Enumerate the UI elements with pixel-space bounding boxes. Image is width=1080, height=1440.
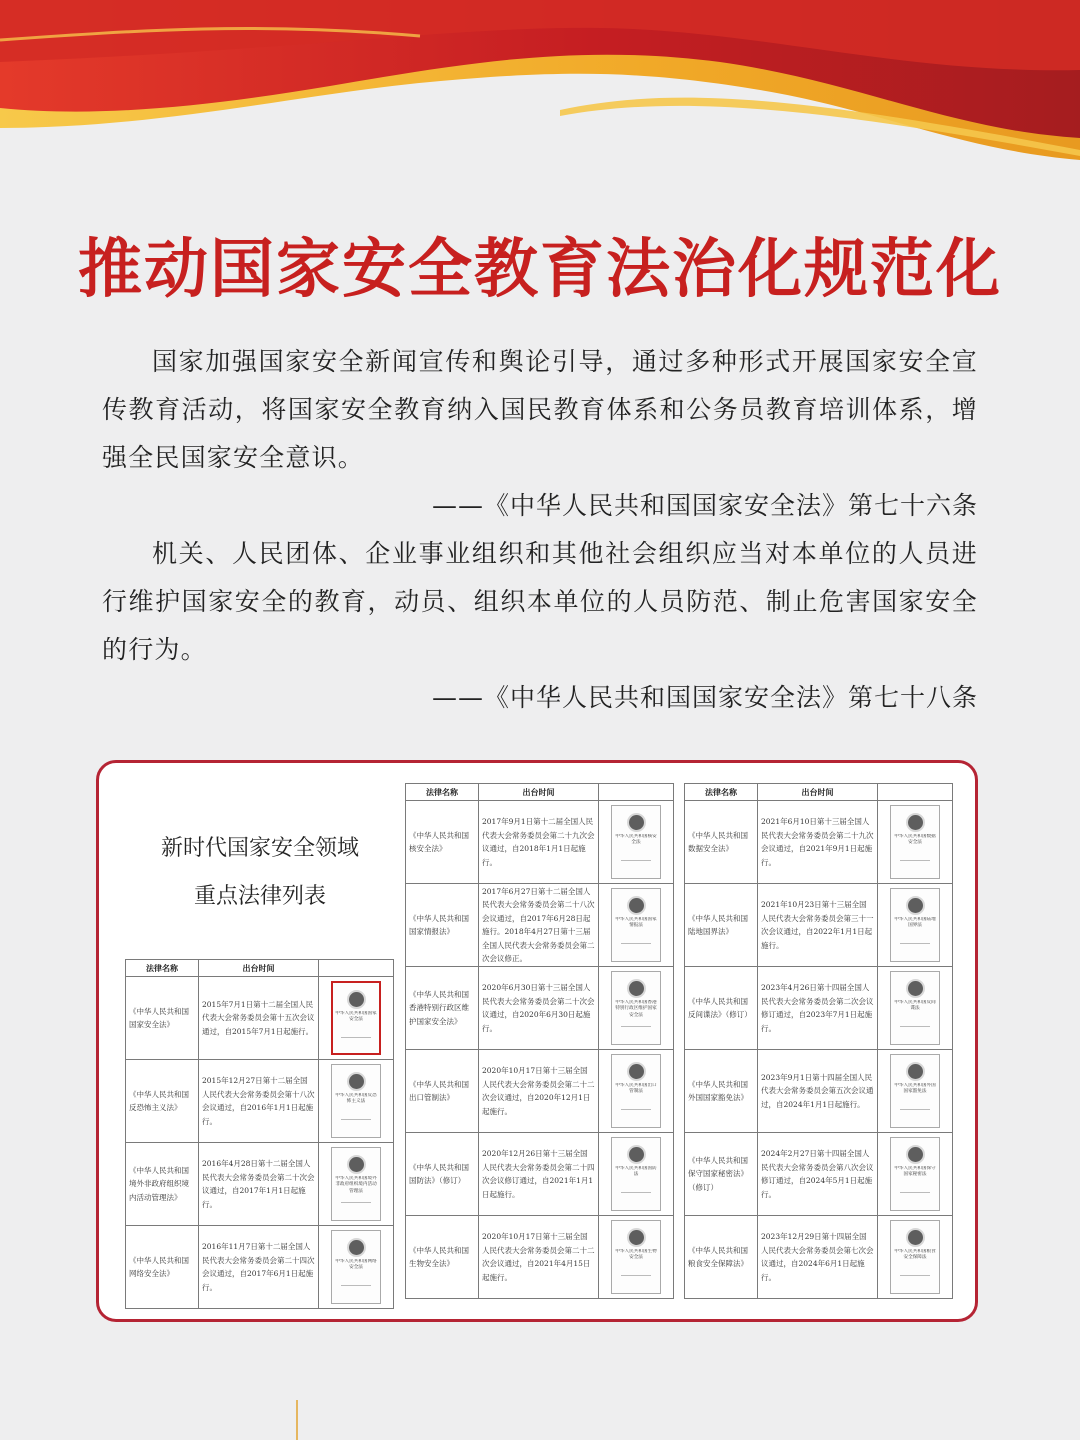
national-emblem-icon [906, 896, 925, 915]
cover-divider [900, 860, 930, 861]
national-emblem-icon [627, 813, 646, 832]
law-cover-cell [878, 1133, 953, 1216]
law-name: 《中华人民共和国境外非政府组织境内活动管理法》 [126, 1143, 199, 1226]
law-date: 2021年6月10日第十三届全国人民代表大会常务委员会第二十九次会议通过，自2021年9月1日起施行。 [758, 801, 878, 884]
law-table-2 [405, 783, 674, 1299]
law-row [685, 1050, 953, 1133]
law-cover-title: 中华人民共和国数据安全法 [894, 834, 936, 846]
law-book-cover [331, 1230, 381, 1304]
law-cover-cell [319, 977, 394, 1060]
law-row [126, 1143, 394, 1226]
quote-source-1: ——《中华人民共和国国家安全法》第七十六条 [431, 491, 978, 520]
law-date: 2017年6月27日第十二届全国人民代表大会常务委员会第二十八次会议通过，自2017年6月28日起施行。2018年4月27日第十三届全国人民代表大会常务委员会第二次会议修正。 [479, 884, 599, 967]
law-cover-cell [599, 1133, 674, 1216]
law-cover-title: 中华人民共和国反恐怖主义法 [335, 1093, 377, 1105]
law-book-cover [890, 888, 940, 962]
law-book-cover [890, 1137, 940, 1211]
law-book-cover [611, 1137, 661, 1211]
law-name: 《中华人民共和国国家情报法》 [406, 884, 479, 967]
law-date: 2017年9月1日第十二届全国人民代表大会常务委员会第二十九次会议通过，自2018年1月1日起施行。 [479, 801, 599, 884]
law-row [685, 1133, 953, 1216]
law-row [685, 801, 953, 884]
national-emblem-icon [627, 1062, 646, 1081]
national-emblem-icon [906, 1145, 925, 1164]
law-date: 2020年10月17日第十三届全国人民代表大会常务委员会第二十二次会议通过，自2021年4月15日起施行。 [479, 1216, 599, 1299]
law-book-cover [331, 1064, 381, 1138]
law-date: 2015年12月27日第十二届全国人民代表大会常务委员会第十八次会议通过，自2016年1月1日起施行。 [199, 1060, 319, 1143]
law-date: 2021年10月23日第十三届全国人民代表大会常务委员会第三十一次会议通过，自2022年1月1日起施行。 [758, 884, 878, 967]
law-name: 《中华人民共和国保守国家秘密法》（修订） [685, 1133, 758, 1216]
cover-divider [621, 1275, 651, 1276]
law-name: 《中华人民共和国反恐怖主义法》 [126, 1060, 199, 1143]
national-emblem-icon [347, 990, 366, 1009]
law-date: 2020年10月17日第十三届全国人民代表大会常务委员会第二十二次会议通过，自2020年12月1日起施行。 [479, 1050, 599, 1133]
law-name: 《中华人民共和国反间谍法》（修订） [685, 967, 758, 1050]
table-header-name: 法律名称 [126, 960, 199, 977]
cover-divider [900, 943, 930, 944]
law-row [406, 1050, 674, 1133]
law-date: 2023年9月1日第十四届全国人民代表大会常务委员会第五次会议通过，自2024年1月1日起施行。 [758, 1050, 878, 1133]
law-table-3 [684, 783, 953, 1299]
cover-divider [341, 1202, 371, 1203]
law-date: 2023年4月26日第十四届全国人民代表大会常务委员会第二次会议修订通过，自2023年7月1日起施行。 [758, 967, 878, 1050]
cover-divider [900, 1192, 930, 1193]
law-row [685, 1216, 953, 1299]
cover-divider [621, 860, 651, 861]
law-name: 《中华人民共和国网络安全法》 [126, 1226, 199, 1309]
law-name: 《中华人民共和国粮食安全保障法》 [685, 1216, 758, 1299]
cover-divider [900, 1109, 930, 1110]
law-row [126, 977, 394, 1060]
law-book-cover [890, 1054, 940, 1128]
cover-divider [621, 1192, 651, 1193]
law-cover-title: 中华人民共和国保守国家秘密法 [894, 1166, 936, 1178]
cover-divider [341, 1119, 371, 1120]
law-cover-title: 中华人民共和国外国国家豁免法 [894, 1083, 936, 1095]
cover-divider [341, 1285, 371, 1286]
law-name: 《中华人民共和国国防法》（修订） [406, 1133, 479, 1216]
law-name: 《中华人民共和国数据安全法》 [685, 801, 758, 884]
law-cover-title: 中华人民共和国国家安全法 [335, 1011, 377, 1023]
law-date: 2016年4月28日第十二届全国人民代表大会常务委员会第二十次会议通过，自2017年1月1日起施行。 [199, 1143, 319, 1226]
law-row [685, 967, 953, 1050]
table-header-cover [878, 784, 953, 801]
national-emblem-icon [347, 1238, 366, 1257]
law-name: 《中华人民共和国陆地国界法》 [685, 884, 758, 967]
law-cover-title: 中华人民共和国香港特别行政区维护国家安全法 [615, 1000, 657, 1018]
law-cover-title: 中华人民共和国陆地国界法 [894, 917, 936, 929]
law-cover-title: 中华人民共和国境外非政府组织境内活动管理法 [335, 1176, 377, 1194]
national-emblem-icon [627, 1228, 646, 1247]
law-cover-title: 中华人民共和国网络安全法 [335, 1259, 377, 1271]
law-name: 《中华人民共和国国家安全法》 [126, 977, 199, 1060]
table-header-date: 出台时间 [479, 784, 599, 801]
law-cover-cell [878, 1050, 953, 1133]
table-header-date: 出台时间 [199, 960, 319, 977]
law-table-1 [125, 959, 394, 1309]
law-date: 2024年2月27日第十四届全国人民代表大会常务委员会第八次会议修订通过，自2024年5月1日起施行。 [758, 1133, 878, 1216]
law-book-cover [890, 805, 940, 879]
table-header-cover [599, 784, 674, 801]
law-book-cover [611, 1054, 661, 1128]
table-header-name: 法律名称 [685, 784, 758, 801]
law-row [406, 967, 674, 1050]
law-row [406, 1133, 674, 1216]
law-name: 《中华人民共和国出口管制法》 [406, 1050, 479, 1133]
law-cover-cell [319, 1143, 394, 1226]
law-row [126, 1226, 394, 1309]
law-date: 2020年12月26日第十三届全国人民代表大会常务委员会第二十四次会议修订通过，自2021年1月1日起施行。 [479, 1133, 599, 1216]
law-book-cover [611, 1220, 661, 1294]
quote-paragraph-2: 机关、人民团体、企业事业组织和其他社会组织应当对本单位的人员进行维护国家安全的教育，动员、组织本单位的人员防范、制止危害国家安全的行为。 [102, 539, 978, 664]
panel-title-line-2: 重点法律列表 [193, 884, 326, 909]
law-book-cover [890, 971, 940, 1045]
national-emblem-icon [906, 1062, 925, 1081]
law-name: 《中华人民共和国外国国家豁免法》 [685, 1050, 758, 1133]
cover-divider [900, 1026, 930, 1027]
national-emblem-icon [627, 979, 646, 998]
law-date: 2020年6月30日第十三届全国人民代表大会常务委员会第二十次会议通过，自2020年6月30日起施行。 [479, 967, 599, 1050]
law-row [406, 1216, 674, 1299]
law-cover-cell [599, 801, 674, 884]
law-cover-cell [319, 1060, 394, 1143]
national-emblem-icon [347, 1072, 366, 1091]
law-date: 2023年12月29日第十四届全国人民代表大会常务委员会第七次会议通过，自2024年6月1日起施行。 [758, 1216, 878, 1299]
bottom-divider-line [296, 1400, 298, 1440]
law-row [126, 1060, 394, 1143]
law-date: 2015年7月1日第十二届全国人民代表大会常务委员会第十五次会议通过，自2015年7月1日起施行。 [199, 977, 319, 1060]
panel-title-line-1: 新时代国家安全领域 [160, 836, 359, 861]
law-cover-cell [599, 884, 674, 967]
cover-divider [341, 1037, 371, 1038]
page-title: 推动国家安全教育法治化规范化 [78, 233, 1002, 307]
national-emblem-icon [906, 813, 925, 832]
cover-divider [621, 943, 651, 944]
law-row [685, 884, 953, 967]
national-emblem-icon [906, 1228, 925, 1247]
law-cover-cell [878, 884, 953, 967]
law-book-cover [611, 888, 661, 962]
table-header-name: 法律名称 [406, 784, 479, 801]
law-name: 《中华人民共和国核安全法》 [406, 801, 479, 884]
law-cover-cell [599, 967, 674, 1050]
panel-title [129, 825, 391, 921]
law-cover-cell [878, 801, 953, 884]
law-name: 《中华人民共和国生物安全法》 [406, 1216, 479, 1299]
cover-divider [900, 1275, 930, 1276]
law-cover-title: 中华人民共和国核安全法 [615, 834, 657, 846]
law-date: 2016年11月7日第十二届全国人民代表大会常务委员会第二十四次会议通过，自2017年6月1日起施行。 [199, 1226, 319, 1309]
law-cover-title: 中华人民共和国出口管制法 [615, 1083, 657, 1095]
table-header-date: 出台时间 [758, 784, 878, 801]
table-header-cover [319, 960, 394, 977]
law-cover-cell [319, 1226, 394, 1309]
law-row [406, 884, 674, 967]
law-cover-title: 中华人民共和国粮食安全保障法 [894, 1249, 936, 1261]
national-emblem-icon [906, 979, 925, 998]
law-row [406, 801, 674, 884]
law-book-cover [611, 971, 661, 1045]
law-cover-cell [599, 1216, 674, 1299]
law-cover-title: 中华人民共和国生物安全法 [615, 1249, 657, 1261]
law-cover-title: 中华人民共和国国家情报法 [615, 917, 657, 929]
law-book-cover [611, 805, 661, 879]
quote-source-2: ——《中华人民共和国国家安全法》第七十八条 [431, 683, 978, 712]
law-cover-cell [878, 967, 953, 1050]
law-cover-title: 中华人民共和国反间谍法 [894, 1000, 936, 1012]
law-cover-title: 中华人民共和国国防法 [615, 1166, 657, 1178]
cover-divider [621, 1109, 651, 1110]
law-list-panel [96, 760, 978, 1322]
law-book-cover [331, 981, 381, 1055]
cover-divider [621, 1026, 651, 1027]
law-book-cover [890, 1220, 940, 1294]
header-wave-decoration [0, 0, 1080, 170]
national-emblem-icon [627, 896, 646, 915]
law-book-cover [331, 1147, 381, 1221]
national-emblem-icon [347, 1155, 366, 1174]
law-cover-cell [878, 1216, 953, 1299]
law-name: 《中华人民共和国香港特别行政区维护国家安全法》 [406, 967, 479, 1050]
national-emblem-icon [627, 1145, 646, 1164]
law-cover-cell [599, 1050, 674, 1133]
quote-paragraph-1: 国家加强国家安全新闻宣传和舆论引导，通过多种形式开展国家安全宣传教育活动，将国家安全教育纳入国民教育体系和公务员教育培训体系，增强全民国家安全意识。 [102, 347, 978, 472]
